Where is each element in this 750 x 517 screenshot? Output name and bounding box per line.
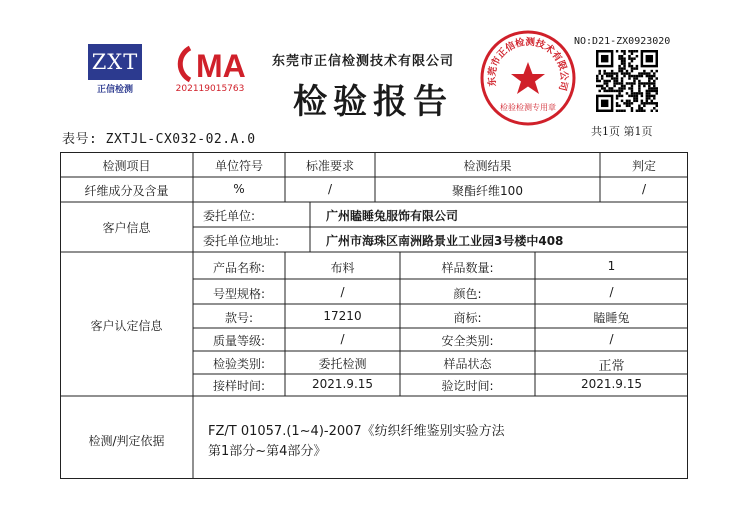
finished-date-label: 验讫时间:: [441, 379, 494, 393]
client-unit-value: 广州瞌睡兔服饰有限公司: [326, 209, 459, 223]
model-value: /: [340, 285, 345, 299]
fiber-judgement: /: [641, 182, 647, 196]
report-table: [60, 152, 688, 479]
sample-state-label: 样品状态: [443, 357, 492, 371]
grade-value: /: [340, 332, 345, 346]
received-date-label: 接样时间:: [212, 379, 266, 393]
safety-value: /: [609, 332, 614, 346]
seal-text: 东莞市正信检测技术有限公司: [486, 36, 570, 92]
cma-number: 202119015763: [175, 84, 245, 94]
grade-label: 质量等级:: [212, 334, 266, 348]
sample-state-value: 正常: [598, 359, 625, 374]
fiber-standard: /: [327, 182, 333, 196]
sample-qty-value: 1: [607, 259, 616, 273]
inspection-type-label: 检验类别:: [212, 357, 266, 371]
product-name-value: 布料: [330, 261, 355, 275]
client-address-value: 广州市海珠区南洲路景业工业园3号楼中408: [326, 234, 564, 248]
fiber-unit: %: [233, 182, 245, 196]
col-header-unit: 单位符号: [214, 159, 263, 173]
official-seal: [478, 28, 578, 128]
finished-date-value: 2021.9.15: [580, 377, 643, 391]
zxt-logo-caption: 正信检测: [96, 85, 133, 95]
style-no-value: 17210: [323, 309, 362, 323]
received-date-value: 2021.9.15: [311, 377, 374, 391]
col-header-standard: 标准要求: [305, 159, 354, 173]
col-header-result: 检测结果: [463, 159, 512, 173]
color-label: 颜色:: [453, 287, 482, 301]
cma-logo: [170, 44, 250, 96]
seal-icon: [478, 28, 578, 128]
brand-label: 商标:: [453, 311, 482, 325]
cma-mark-icon: [170, 44, 250, 84]
inspection-type-value: 委托检测: [318, 357, 367, 371]
seal-subtext: 检验检测专用章: [500, 103, 556, 112]
model-label: 号型规格:: [212, 287, 266, 301]
fiber-item: 纤维成分及含量: [84, 184, 169, 198]
safety-label: 安全类别:: [441, 334, 494, 348]
style-no-label: 款号:: [224, 311, 254, 325]
client-section-label: 客户信息: [102, 221, 151, 235]
zxt-logo-mark: ZXT: [88, 44, 142, 80]
zxt-logo: [88, 44, 142, 96]
basis-line-2: 第1部分~第4部分》: [208, 444, 327, 459]
col-header-item: 检测项目: [102, 159, 151, 173]
color-value: /: [609, 285, 614, 299]
sample-qty-label: 样品数量:: [441, 261, 494, 275]
report-number: NO:D21-ZX0923020: [574, 36, 671, 47]
page-info: 共1页 第1页: [591, 125, 653, 138]
form-number: 表号: ZXTJL-CX032-02.A.0: [62, 132, 256, 147]
qr-code-icon: [596, 50, 658, 112]
cma-mark-text: MA: [196, 48, 246, 84]
confirmed-section-label: 客户认定信息: [90, 319, 163, 333]
basis-label: 检测/判定依据: [88, 434, 165, 448]
report-title: 检验报告: [293, 82, 453, 122]
company-name: 东莞市正信检测技术有限公司: [272, 54, 455, 69]
basis-line-1: FZ/T 01057.(1~4)-2007《纺织纤维鉴别实验方法: [208, 424, 505, 439]
col-header-judgement: 判定: [631, 159, 656, 173]
brand-value: 瞌睡兔: [593, 311, 630, 325]
product-name-label: 产品名称:: [212, 261, 266, 275]
client-address-label: 委托单位地址:: [203, 234, 280, 248]
fiber-result: 聚酯纤维100: [452, 184, 523, 198]
client-unit-label: 委托单位:: [203, 209, 256, 223]
